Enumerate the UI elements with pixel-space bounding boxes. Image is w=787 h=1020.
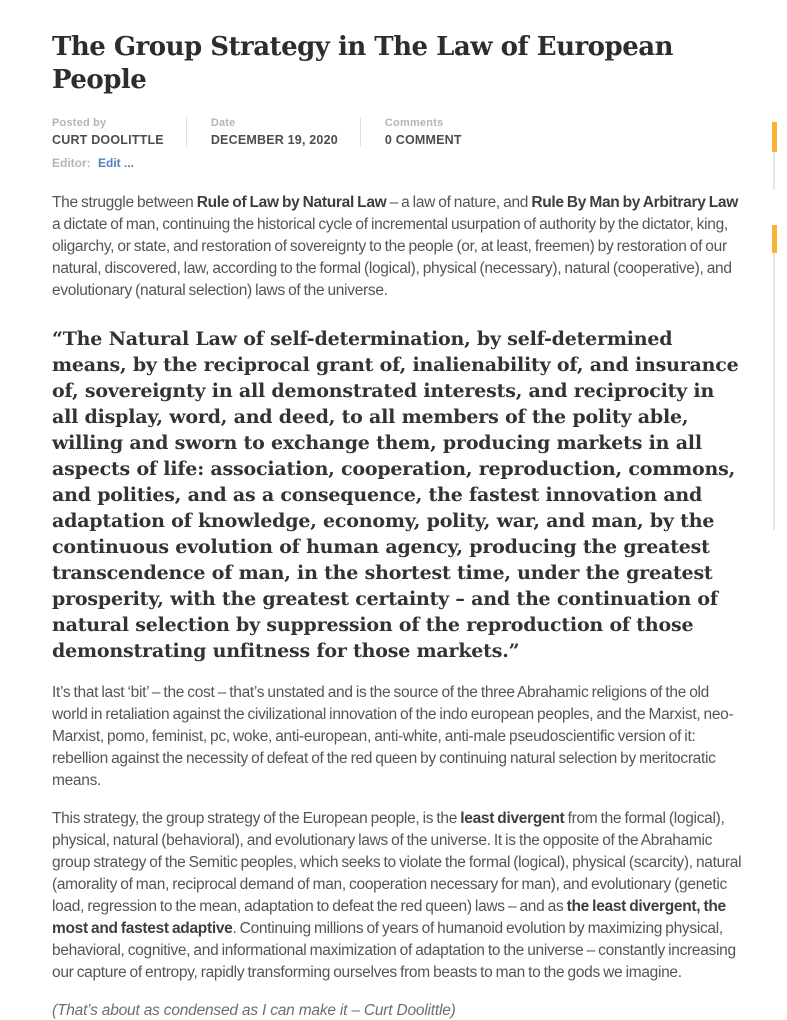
annotation-marker-1 [772, 122, 777, 190]
annotation-marker-thumb-icon[interactable] [772, 225, 777, 253]
edit-link[interactable]: Edit ... [98, 156, 135, 170]
editor-line [52, 156, 746, 170]
post-meta-row [52, 117, 746, 147]
posted-by-value: CURT DOOLITTLE [52, 133, 164, 147]
pull-quote: “The Natural Law of self-determination, by self-determined means, by the reciprocal grant of, inalienability of, and insurance of, sovereignty in all demonstrated interests, and reciprocity in all display, word, and deed, to all members of the polity able, willing and sworn to exchange them, producing markets in all aspects of life: association, cooperation, reproduction, commons, and polities, and as a consequence, the fastest innovation and adaptation of knowledge, economy, polity, war, and man, by the continuous evolution of human agency, producing the greatest transcendence of man, in the shortest time, under the greatest prosperity, with the greatest certainty – and the continuation of natural selection by suppression of the reproduction of those demonstrating unfitness for those markets.” [52, 328, 739, 662]
page-title: The Group Strategy in The Law of European People [52, 32, 673, 95]
posted-by-label: Posted by [52, 117, 107, 129]
closing-note: (That’s about as condensed as I can make it – Curt Doolittle) [52, 1002, 456, 1019]
comments-value: 0 COMMENT [384, 133, 462, 147]
paragraph-intro: The struggle between Rule of Law by Natural Law – a law of nature, and Rule By Man by Arbitrary Law a dictate of man, continuing the historical cycle of incremental usurpation of authority by the dictator, king, oligarchy, or state, and restoration of sovereignty to the people (or, at least, freemen) by restoration of our natural, discovered, law, according to the formal (logical), physical (necessary), natural (cooperative), and evolutionary (natural selection) laws of the universe. [52, 194, 738, 299]
annotation-marker-2 [772, 225, 777, 530]
meta-posted-by [52, 117, 187, 147]
editor-label: Editor: [52, 156, 91, 170]
annotation-marker-track [773, 253, 775, 530]
paragraph-strategy: This strategy, the group strategy of the European people, is the least divergent from the formal (logical), physical, natural (behavioral), and evolutionary laws of the universe. It is the opposite of the Abrahamic group strategy of the Semitic peoples, which seeks to violate the formal (logical), physical (scarcity), natural (amorality of man, reciprocal demand of man, cooperation necessary for man), and evolutionary (genetic load, regression to the mean, adaptation to defeat the red queen) laws – and as the least divergent, the most and fastest adaptive. Continuing millions of years of humanoid evolution by maximizing physical, behavioral, cognitive, and informational maximization of adaptation to the universe – constantly increasing our capture of entropy, rapidly transforming ourselves from beasts to man to the gods we imagine. [52, 810, 742, 981]
annotation-marker-thumb-icon[interactable] [772, 122, 777, 152]
paragraph-cost: It’s that last ‘bit’ – the cost – that’s unstated and is the source of the three Abrahamic religions of the old world in retaliation against the civilizational innovation of the indo european peoples, and the Marxist, neo-Marxist, pomo, feminist, pc, woke, anti-european, anti-white, anti-male pseudoscientific version of it: rebellion against the necessity of defeat of the red queen by continuing natural selection by meritocratic means. [52, 684, 734, 789]
date-label: Date [210, 117, 236, 129]
meta-date [187, 117, 361, 147]
comments-label: Comments [384, 117, 444, 129]
date-value: DECEMBER 19, 2020 [210, 133, 338, 147]
article-content [52, 0, 746, 1020]
meta-comments [361, 117, 484, 147]
annotation-marker-track [773, 152, 775, 190]
